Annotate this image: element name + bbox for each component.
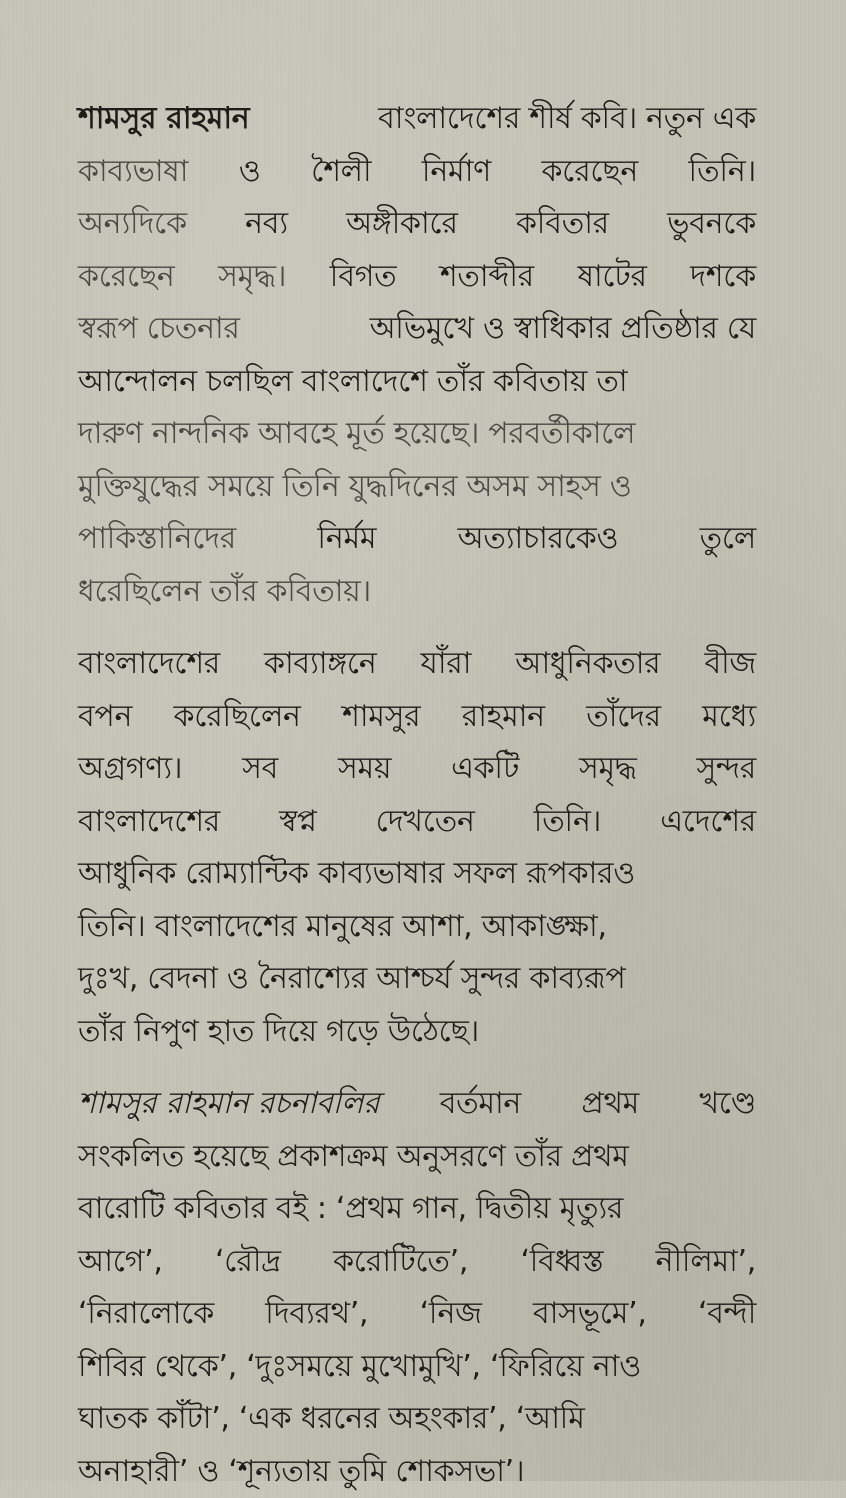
word: সমৃদ্ধ।: [218, 251, 286, 304]
word: তিনি।: [689, 146, 756, 199]
word: কাব্যাঙ্গনে: [264, 638, 376, 691]
word: অভিমুখে ও স্বাধিকার প্রতিষ্ঠার যে: [370, 303, 756, 356]
text-line: [78, 461, 756, 514]
text-line: [78, 1183, 756, 1236]
text-line: [78, 93, 756, 146]
word: আধুনিকতার: [515, 638, 660, 691]
paragraph: [78, 93, 756, 618]
body-text: [78, 93, 756, 1498]
word: সমৃদ্ধ: [579, 743, 637, 796]
word: অগ্রগণ্য।: [78, 743, 182, 796]
word: দেখতেন: [376, 796, 475, 849]
word: আধুনিক রোম্যান্টিক কাব্যভাষার সফল রূপকারও: [78, 848, 635, 901]
word: মুক্তিযুদ্ধের সময়ে তিনি যুদ্ধদিনের অসম সাহস ও: [78, 461, 632, 514]
word: তিনি।: [534, 796, 601, 849]
word: তিনি। বাংলাদেশের মানুষের আশা, আকাঙ্ক্ষা,: [78, 901, 607, 954]
word: বপন: [78, 691, 132, 744]
word: সব: [242, 743, 278, 796]
text-line: [78, 1006, 756, 1059]
word: যাঁরা: [421, 638, 472, 691]
word: শামসুর রাহমান: [78, 93, 249, 146]
word: সুন্দর: [696, 743, 756, 796]
text-line: [78, 1236, 756, 1289]
word: অন্যদিকে: [78, 198, 187, 251]
word: অত্যাচারকেও: [458, 513, 619, 566]
word: ঘাতক কাঁটা’, ‘এক ধরনের অহংকার’, ‘আমি: [78, 1393, 585, 1446]
word: ভুবনকে: [667, 198, 756, 251]
word: নির্মাণ: [422, 146, 491, 199]
word: কবিতার: [516, 198, 609, 251]
word: ‘বন্দী: [698, 1288, 756, 1341]
text-line: [78, 691, 756, 744]
word: খণ্ডে: [699, 1078, 756, 1131]
word: করেছিলেন: [174, 691, 301, 744]
word: স্বপ্ন: [279, 796, 316, 849]
word: শামসুর: [342, 691, 420, 744]
word: কাব্যভাষা: [78, 146, 188, 199]
paragraph: [78, 1078, 756, 1498]
word: ষাটের: [577, 251, 646, 304]
word: বীজ: [704, 638, 756, 691]
text-line: [78, 303, 756, 356]
word: করোটিতে’,: [333, 1236, 468, 1289]
word: রাহমান: [462, 691, 545, 744]
text-line: [78, 901, 756, 954]
text-line: [78, 1446, 756, 1498]
text-line: [78, 743, 756, 796]
word: শৈলী: [311, 146, 371, 199]
word: নির্মম: [317, 513, 376, 566]
text-line: [78, 1341, 756, 1394]
word: মধ্যে: [702, 691, 756, 744]
word: নব্য: [245, 198, 288, 251]
word: শামসুর রাহমান রচনাবলির: [78, 1078, 379, 1131]
word: করেছেন: [541, 146, 638, 199]
word: বাংলাদেশের: [78, 638, 220, 691]
word: প্রথম: [581, 1078, 639, 1131]
text-line: [78, 198, 756, 251]
word: অঙ্গীকারে: [346, 198, 458, 251]
text-line: [78, 1393, 756, 1446]
word: ‘বিধ্বস্ত: [520, 1236, 603, 1289]
word: ‘নিরালোকে: [78, 1288, 214, 1341]
word: তুলে: [700, 513, 756, 566]
word: ও: [239, 146, 261, 199]
word: বাংলাদেশের: [78, 796, 220, 849]
word: শিবির থেকে’, ‘দুঃসময়ে মুখোমুখি’, ‘ফিরিয়ে নাও: [78, 1341, 641, 1394]
word: স্বরূপ চেতনার: [78, 303, 240, 356]
word: ‘নিজ: [420, 1288, 482, 1341]
word: অনাহারী’ ও ‘শূন্যতায় তুমি শোকসভা’।: [78, 1446, 524, 1498]
word: একটি: [451, 743, 519, 796]
word: বাসভূমে’,: [533, 1288, 647, 1341]
text-line: [78, 638, 756, 691]
word: তাঁদের: [586, 691, 661, 744]
word: ‘রৌদ্র: [215, 1236, 281, 1289]
word: আগে’,: [78, 1236, 163, 1289]
word: দারুণ নান্দনিক আবহে মূর্ত হয়েছে। পরবর্তীকালে: [78, 408, 635, 461]
text-line: [78, 566, 756, 619]
text-line: [78, 1288, 756, 1341]
paragraph: [78, 638, 756, 1058]
word: ধরেছিলেন তাঁর কবিতায়।: [78, 566, 371, 619]
word: শতাব্দীর: [440, 251, 534, 304]
word: এদেশের: [660, 796, 756, 849]
word: বর্তমান: [440, 1078, 521, 1131]
text-line: [78, 796, 756, 849]
word: দশকে: [690, 251, 756, 304]
word: বিগত: [330, 251, 397, 304]
text-line: [78, 848, 756, 901]
text-line: [78, 513, 756, 566]
word: বাংলাদেশের শীর্ষ কবি। নতুন এক: [378, 93, 756, 146]
word: বারোটি কবিতার বই : ‘প্রথম গান, দ্বিতীয় মৃত্যুর: [78, 1183, 623, 1236]
text-line: [78, 1078, 756, 1131]
word: সংকলিত হয়েছে প্রকাশক্রম অনুসরণে তাঁর প্রথম: [78, 1131, 629, 1184]
word: দিব্যরথ’,: [265, 1288, 368, 1341]
word: নীলিমা’,: [656, 1236, 756, 1289]
text-line: [78, 146, 756, 199]
word: পাকিস্তানিদের: [78, 513, 236, 566]
word: সময়: [338, 743, 391, 796]
word: দুঃখ, বেদনা ও নৈরাশ্যের আশ্চর্য সুন্দর কাব্যরূপ: [78, 953, 625, 1006]
word: তাঁর নিপুণ হাত দিয়ে গড়ে উঠেছে।: [78, 1006, 479, 1059]
text-line: [78, 356, 756, 409]
text-line: [78, 251, 756, 304]
text-line: [78, 953, 756, 1006]
text-line: [78, 408, 756, 461]
text-line: [78, 1131, 756, 1184]
word: করেছেন: [78, 251, 175, 304]
word: আন্দোলন চলছিল বাংলাদেশে তাঁর কবিতায় তা: [78, 356, 627, 409]
